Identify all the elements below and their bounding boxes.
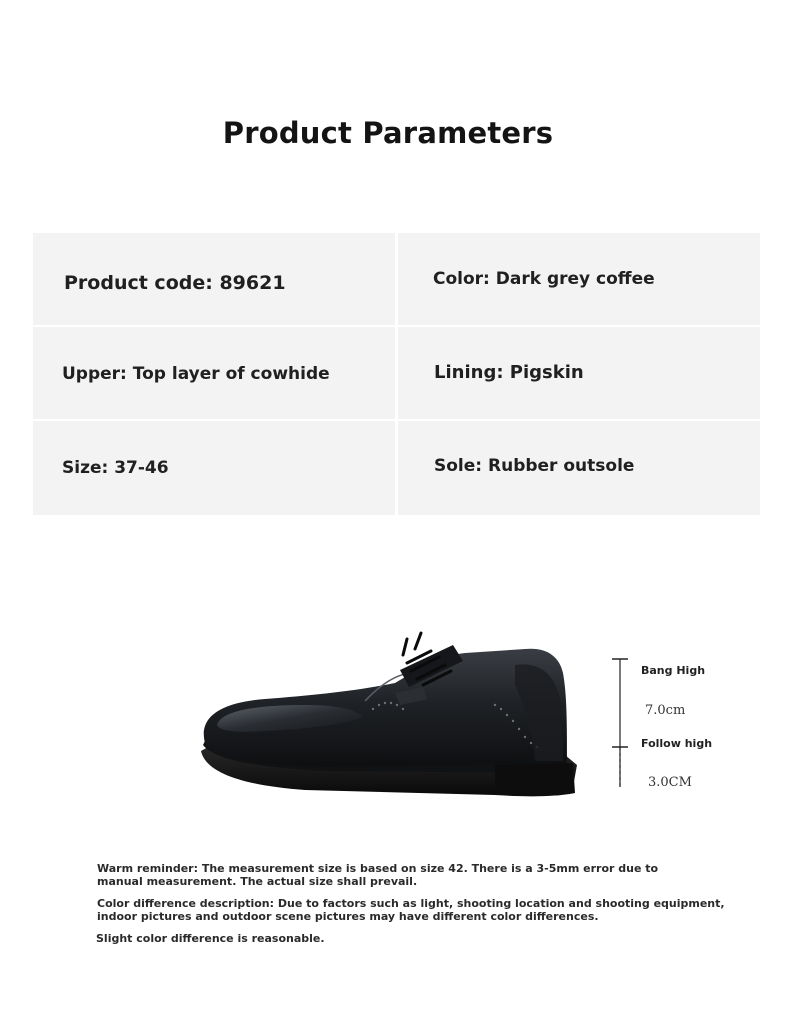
bang-high-value: 7.0cm — [645, 703, 686, 718]
param-sole — [398, 421, 760, 515]
height-ruler-icon — [610, 655, 640, 795]
color-difference-text: Color difference description: Due to factors such as light, shooting location and shooting equipment, indoor pictures and outdoor scene pictures may have different color differences. — [97, 897, 725, 923]
oxford-shoe-image — [195, 625, 585, 805]
param-lining-text: Lining: Pigskin — [434, 361, 584, 383]
bang-high-label: Bang High — [641, 664, 706, 677]
param-sole-text: Sole: Rubber outsole — [434, 456, 635, 476]
parameters-table — [33, 233, 760, 515]
param-lining — [398, 327, 760, 419]
param-color — [398, 233, 760, 325]
table-divider-row-1 — [33, 325, 760, 327]
notes-section — [97, 862, 737, 945]
slight-difference-text: Slight color difference is reasonable. — [96, 932, 325, 945]
table-divider-vertical — [395, 233, 398, 515]
param-product-code — [33, 233, 395, 325]
page-title: Product Parameters — [222, 116, 554, 150]
height-measurement — [610, 655, 770, 795]
table-divider-row-2 — [33, 419, 760, 421]
param-upper — [33, 327, 395, 419]
param-size — [33, 421, 395, 515]
param-color-text: Color: Dark grey coffee — [433, 269, 655, 289]
follow-high-label: Follow high — [641, 737, 713, 750]
param-upper-text: Upper: Top layer of cowhide — [62, 364, 330, 384]
param-product-code-text: Product code: 89621 — [64, 272, 286, 294]
warm-reminder-text: Warm reminder: The measurement size is based on size 42. There is a 3-5mm error due to manual measurement. The actual size shall prevail. — [97, 862, 659, 888]
param-size-text: Size: 37-46 — [62, 458, 169, 478]
follow-high-value: 3.0CM — [648, 775, 692, 790]
